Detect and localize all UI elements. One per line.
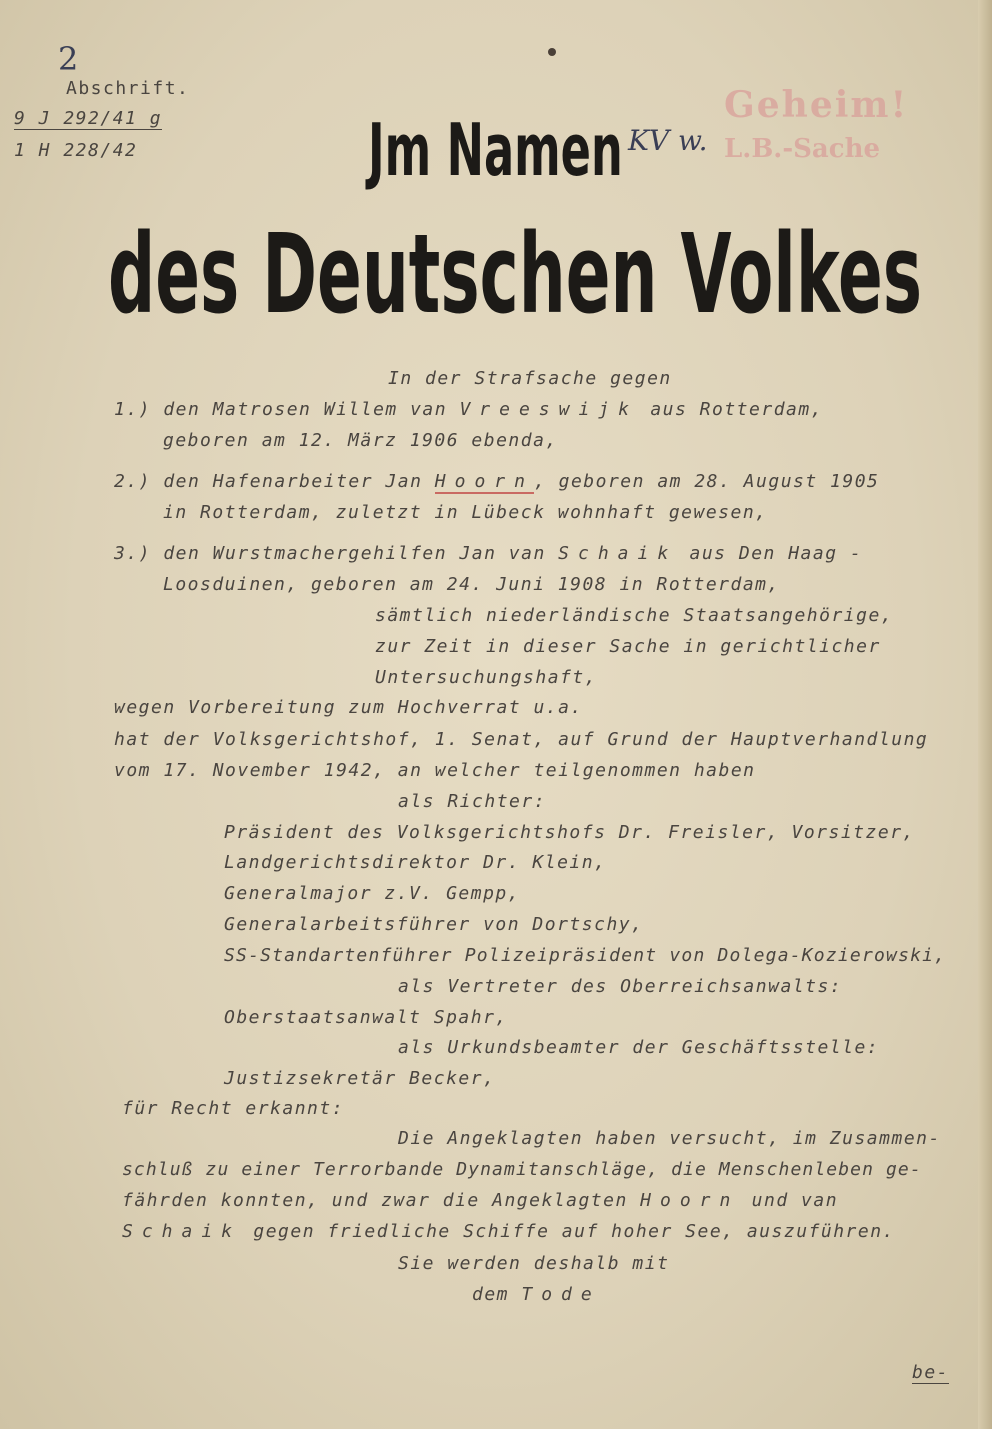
court-line-1: hat der Volksgerichtshof, 1. Senat, auf Grund der Hauptverhandlung: [114, 729, 929, 750]
sentence-line-1: Sie werden deshalb mit: [398, 1253, 670, 1274]
defendant-1-name: Vreeswijk: [459, 399, 638, 420]
nationality-line-3: Untersuchungshaft,: [375, 667, 598, 688]
clerk-heading: als Urkundsbeamter der Geschäftsstelle:: [398, 1037, 880, 1058]
verdict-name-schaik: Schaik: [122, 1221, 242, 1242]
title-line-1: Jm Namen: [368, 108, 623, 192]
defendant-2-name: Hoorn: [434, 471, 534, 492]
defendant-1-line-2: geboren am 12. März 1906 ebenda,: [163, 430, 558, 451]
continuation-mark: be-: [912, 1362, 950, 1383]
verdict-line-2: schluß zu einer Terrorbande Dynamitanschläge, die Menschenleben ge-: [122, 1159, 922, 1180]
paper-edge: [978, 0, 992, 1429]
nationality-line-2: zur Zeit in dieser Sache in gerichtlicher: [375, 636, 881, 657]
intro-line: In der Strafsache gegen: [388, 368, 672, 389]
secret-stamp-line-2: L.B.-Sache: [724, 134, 881, 164]
defendant-3-line-1: 3.) den Wurstmachergehilfen Jan van Schaik aus Den Haag -: [114, 543, 863, 564]
defendant-1-line-1: 1.) den Matrosen Willem van Vreeswijk aus Rotterdam,: [114, 399, 824, 420]
verdict-line-3: fährden konnten, und zwar die Angeklagten Hoorn und van: [122, 1190, 839, 1211]
copy-label: Abschrift.: [66, 78, 190, 99]
judge-2: Landgerichtsdirektor Dr. Klein,: [224, 852, 607, 873]
file-reference-1: 9 J 292/41 g: [14, 108, 163, 129]
defendant-2-line-2: in Rotterdam, zuletzt in Lübeck wohnhaft gewesen,: [163, 502, 768, 523]
verdict-name-hoorn: Hoorn: [640, 1190, 740, 1211]
defendant-3-name: Schaik: [558, 543, 678, 564]
secret-stamp-line-1: Geheim!: [724, 84, 909, 126]
punch-mark: [548, 48, 556, 56]
judges-heading: als Richter:: [398, 791, 547, 812]
judge-5: SS-Standartenführer Polizeipräsident von Dolega-Kozierowski,: [224, 945, 947, 966]
defendant-3-line-2: Loosduinen, geboren am 24. Juni 1908 in Rotterdam,: [163, 574, 780, 595]
sentence-line-2: dem Tode: [472, 1284, 601, 1305]
page-number: 2: [58, 40, 79, 78]
prosecutor-heading: als Vertreter des Oberreichsanwalts:: [398, 976, 843, 997]
judge-3: Generalmajor z.V. Gempp,: [224, 883, 521, 904]
judge-4: Generalarbeitsführer von Dortschy,: [224, 914, 644, 935]
court-line-2: vom 17. November 1942, an welcher teilgenommen haben: [114, 760, 756, 781]
file-reference-2: 1 H 228/42: [14, 140, 138, 161]
judge-1: Präsident des Volksgerichtshofs Dr. Freisler, Vorsitzer,: [224, 822, 915, 843]
verdict-line-1: Die Angeklagten haben versucht, im Zusammen-: [398, 1128, 941, 1149]
verdict-intro: für Recht erkannt:: [122, 1098, 345, 1119]
nationality-line-1: sämtlich niederländische Staatsangehörige,: [375, 605, 894, 626]
title-line-2: des Deutschen Volkes: [108, 210, 923, 338]
charge-line: wegen Vorbereitung zum Hochverrat u.a.: [114, 697, 583, 718]
clerk-name: Justizsekretär Becker,: [224, 1068, 496, 1089]
sentence-word-death: Tode: [521, 1284, 601, 1305]
verdict-line-4: Schaik gegen friedliche Schiffe auf hoher See, auszuführen.: [122, 1221, 895, 1242]
handwritten-note: KV w.: [628, 124, 708, 157]
prosecutor-name: Oberstaatsanwalt Spahr,: [224, 1007, 508, 1028]
defendant-2-line-1: 2.) den Hafenarbeiter Jan Hoorn, geboren am 28. August 1905: [114, 471, 880, 492]
